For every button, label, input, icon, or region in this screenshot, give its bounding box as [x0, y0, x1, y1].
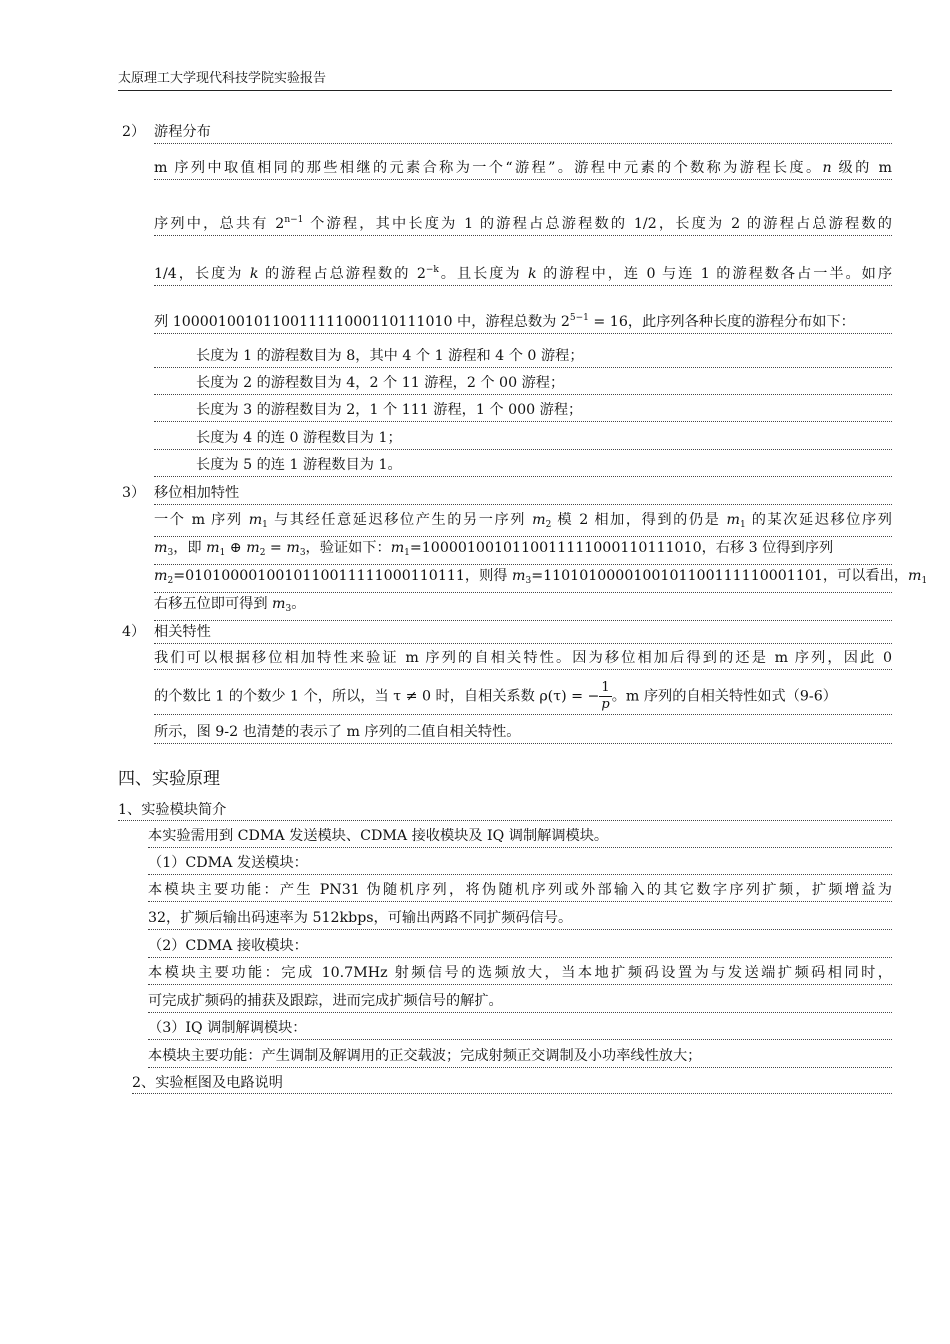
subscript: 3 — [299, 548, 306, 558]
shift-text: =1101010000100101100111110001101，可以看出， — [531, 568, 909, 584]
section-heading-principle: 四、实验原理 — [118, 769, 220, 789]
subscript: 3 — [525, 576, 532, 586]
runs-text: 的游程占总游程数的 2 — [258, 266, 426, 282]
runs-text: 个游程，其中长度为 1 的游程占总游程数的 1/2，长度为 2 的游程占总游程数的 — [303, 216, 892, 232]
run-item: 长度为 5 的连 1 游程数目为 1。 — [154, 455, 892, 477]
section-number-runs: 2） — [122, 124, 146, 140]
corr-line-3: 所示，图 9-2 也清楚的表示了 m 序列的二值自相关特性。 — [154, 722, 892, 744]
shift-text: 与其经任意延迟移位产生的另一序列 — [267, 512, 533, 528]
subscript: 1 — [404, 548, 410, 558]
principle-paragraph: 本实验需用到 CDMA 发送模块、CDMA 接收模块及 IQ 调制解调模块。 — [148, 826, 892, 848]
shift-text: 的某次延迟移位序列 — [745, 512, 892, 528]
runs-text: 1/4，长度为 — [154, 266, 250, 282]
subscript: 2 — [167, 576, 174, 586]
var-m: m — [532, 512, 546, 528]
subscript: 2 — [545, 520, 552, 530]
runs-text: 级的 m — [831, 160, 892, 176]
fraction-1-over-p — [599, 680, 611, 713]
corr-title-text: 相关特性 — [154, 624, 211, 640]
runs-paragraph-line-4 — [154, 308, 892, 334]
run-item: 长度为 1 的游程数目为 8，其中 4 个 1 游程和 4 个 0 游程； — [154, 346, 892, 368]
module-desc-line: 本模块主要功能：产生调制及解调用的正交载波；完成射频正交调制及小功率线性放大； — [148, 1046, 892, 1068]
module-heading-iq: （3）IQ 调制解调模块： — [148, 1018, 892, 1040]
module-heading-cdma-tx: （1）CDMA 发送模块： — [148, 853, 892, 875]
corr-line-2 — [154, 680, 892, 715]
shift-line-4 — [154, 594, 892, 621]
module-desc-line: 本模块主要功能：产生 PN31 伪随机序列，将伪随机序列或外部输入的其它数字序列扩频，扩频增益为 — [148, 880, 892, 902]
section-number-shift: 3） — [122, 485, 146, 501]
subscript: 3 — [167, 548, 174, 558]
var-m: m — [908, 568, 922, 584]
run-item: 长度为 3 的游程数目为 2，1 个 111 游程，1 个 000 游程； — [154, 400, 892, 422]
runs-paragraph-line-3 — [154, 260, 892, 286]
fraction-numerator: 1 — [601, 680, 610, 695]
var-m: m — [272, 596, 286, 612]
section-title-runs — [154, 122, 892, 144]
shift-text: 。 — [291, 596, 306, 612]
module-desc-line: 32，扩频后输出码速率为 512kbps，可输出两路不同扩频码信号。 — [148, 908, 892, 930]
var-m: m — [390, 540, 405, 556]
runs-paragraph-line-1 — [154, 158, 892, 180]
module-desc-line: 可完成扩频码的捕获及跟踪，进而完成扩频信号的解扩。 — [148, 991, 892, 1013]
subscript: 1 — [921, 576, 928, 586]
corr-text: 。m 序列的自相关特性如式（9-6） — [611, 688, 837, 705]
xor-operator: ⊕ — [225, 540, 247, 556]
runs-title-text: 游程分布 — [154, 124, 211, 140]
var-m: m — [154, 568, 168, 584]
var-m: m — [248, 512, 263, 528]
subscript: 1 — [262, 520, 268, 530]
fraction-denominator: p — [601, 697, 610, 712]
shift-title-text: 移位相加特性 — [154, 485, 240, 501]
runs-text: 的游程中，连 0 与连 1 的游程数各占一半。如序 — [536, 266, 893, 282]
runs-text: = 16，此序列各种长度的游程分布如下： — [588, 314, 855, 330]
shift-text: ，验证如下： — [305, 540, 391, 556]
module-desc-line: 本模块主要功能：完成 10.7MHz 射频信号的选频放大，当本地扩频码设置为与发送端扩频码相同时， — [148, 963, 892, 985]
equals-operator: = — [265, 540, 287, 556]
section-title-corr — [154, 622, 892, 644]
subsection-block-diagram: 2、实验框图及电路说明 — [132, 1073, 892, 1094]
var-m: m — [726, 512, 740, 528]
var-m: m — [246, 540, 260, 556]
exponent: n−1 — [284, 215, 304, 225]
shift-text: ，即 — [173, 540, 207, 556]
shift-text: =0101000010010110011111000110111，则得 — [173, 568, 512, 584]
var-k: k — [249, 266, 259, 282]
corr-line-1: 我们可以根据移位相加特性来验证 m 序列的自相关特性。因为移位相加后得到的还是 m 序列，因此 0 — [154, 648, 892, 670]
exponent: 5−1 — [569, 313, 589, 323]
run-item: 长度为 4 的连 0 游程数目为 1； — [154, 428, 892, 450]
var-m: m — [286, 540, 300, 556]
shift-text: 右移五位即可得到 — [154, 596, 273, 612]
var-n: n — [822, 160, 832, 176]
runs-text: m 序列中取值相同的那些相继的元素合称为一个“游程”。游程中元素的个数称为游程长度。 — [154, 160, 823, 176]
section-title-shift — [154, 483, 892, 505]
run-item: 长度为 2 的游程数目为 4，2 个 11 游程，2 个 00 游程； — [154, 373, 892, 395]
shift-line-3 — [154, 566, 928, 593]
shift-line-2 — [154, 538, 892, 565]
var-m: m — [154, 540, 168, 556]
subscript: 1 — [219, 548, 226, 558]
var-k: k — [528, 266, 537, 282]
runs-paragraph-line-2 — [154, 210, 892, 236]
var-m: m — [206, 540, 220, 556]
corr-text: 的个数比 1 的个数少 1 个，所以，当 τ ≠ 0 时，自相关系数 ρ(τ) = − — [154, 688, 600, 705]
shift-text: 模 2 相加，得到的仍是 — [551, 512, 727, 528]
exponent: −k — [425, 265, 439, 275]
subscript: 3 — [285, 604, 292, 614]
subscript: 1 — [739, 520, 746, 530]
shift-text: 一个 m 序列 — [154, 512, 249, 528]
runs-text: 列 1000010010110011111000110111010 中，游程总数为 2 — [154, 314, 570, 330]
subscript: 2 — [259, 548, 266, 558]
module-heading-cdma-rx: （2）CDMA 接收模块： — [148, 936, 892, 958]
section-number-corr: 4） — [122, 624, 146, 640]
subsection-module-intro: 1、实验模块简介 — [118, 800, 892, 821]
runs-text: 序列中，总共有 2 — [154, 216, 285, 232]
var-m: m — [512, 568, 526, 584]
runs-text: 。且长度为 — [438, 266, 529, 282]
shift-text: =1000010010110011111000110111010，右移 3 位得到序列 — [409, 540, 834, 556]
shift-line-1 — [154, 510, 892, 537]
report-header: 太原理工大学现代科技学院实验报告 — [118, 70, 892, 91]
